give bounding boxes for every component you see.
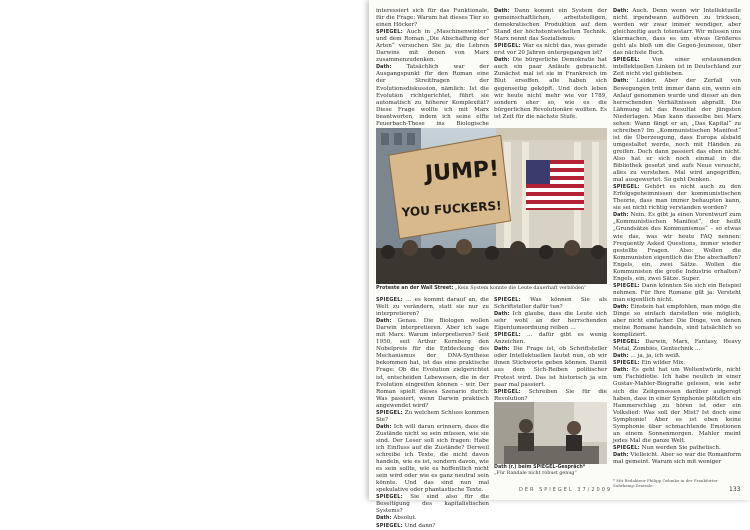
- magazine-issue: DER SPIEGEL 37/2009: [519, 487, 613, 493]
- paragraph-text: Es geht hat um Weltentwürfe, nicht um Fachidiotie. Ich habe neulich in einer Gustav-Mahler-Biografie gelesen, wie sehr sich die Zeitgenossen darüber aufgeregt haben, dass in einer Symphonie plötzlich ein Hammerschlag zu hören ist oder ein Volkslied: Was soll der Mist? Ist doch eine Symphonie! Aber es ist eben keine Symphonie über schmachtende Emotionen an einem Sonnenmorgen. Mahler meint jedes Mal die ganze Welt.: [613, 367, 741, 444]
- article-paragraph: [613, 304, 741, 339]
- paragraph-text: Darwin, Marx, Fantasy, Heavy Metal, Zombies, Gentechnik …: [613, 339, 742, 353]
- main-caption-text: „Kein System konnte die Leute dauerhaft verblöden“: [455, 285, 587, 291]
- american-flag: [526, 160, 584, 210]
- paragraph-text: Ein wilder Mix.: [641, 360, 686, 367]
- page-number: 133: [729, 486, 741, 493]
- article-paragraph: [613, 78, 741, 184]
- article-paragraph: [376, 410, 489, 424]
- speaker-label: SPIEGEL:: [376, 409, 403, 416]
- paragraph-text: Sie sind also für die Beseitigung des kapitalistischen Systems?: [376, 494, 490, 515]
- speaker-label: SPIEGEL:: [613, 57, 640, 64]
- page-footer: [369, 485, 750, 497]
- article-paragraph: [494, 346, 607, 388]
- speaker-label: SPIEGEL:: [376, 494, 403, 501]
- article-paragraph: [376, 297, 489, 318]
- paragraph-text: Einstein hat empfohlen, man möge die Dinge so einfach darstellen wie möglich, aber nicht einfacher. Die Dinge, von denen meine Romane handeln, sind tatsächlich so kompliziert.: [613, 303, 742, 339]
- speaker-label: SPIEGEL:: [376, 297, 403, 303]
- article-paragraph: [376, 515, 489, 522]
- protest-photo-illustration: [376, 128, 607, 284]
- article-paragraph: [613, 452, 741, 466]
- speaker-label: Dath:: [494, 57, 510, 64]
- speaker-label: Dath:: [613, 353, 629, 360]
- paragraph-text: War es nicht das, was gerade erst vor 20 Jahren untergegangen ist?: [494, 43, 607, 57]
- paragraph-text: Schreiben Sie für die Revolution?: [494, 388, 607, 402]
- paragraph-text: Nun werden Sie pathetisch.: [641, 444, 721, 451]
- speaker-label: SPIEGEL:: [613, 184, 640, 191]
- article-paragraph: [376, 29, 489, 64]
- article-column-1-top: [376, 8, 489, 126]
- article-paragraph: [613, 367, 741, 445]
- speaker-label: Dath:: [376, 318, 392, 325]
- speaker-label: SPIEGEL:: [376, 522, 403, 529]
- speaker-label: Dath:: [376, 423, 392, 430]
- speaker-label: Dath:: [613, 212, 629, 219]
- magazine-page: [369, 0, 750, 529]
- speaker-label: Dath:: [494, 346, 510, 353]
- article-paragraph: [494, 43, 607, 57]
- speaker-label: Dath:: [613, 367, 629, 374]
- speaker-label: SPIEGEL:: [613, 339, 640, 346]
- article-paragraph: [494, 297, 607, 311]
- speaker-label: Dath:: [613, 451, 629, 458]
- paragraph-text: Von einer erstaunenden intellektuellen Linken ist in Deutschland zur Zeit nicht viel geblieben.: [613, 57, 742, 78]
- paragraph-text: Tatsächlich war der Ausgangspunkt für den Roman eine der Streitfragen der Evolutionsdiskussion, nämlich: Ist die Evolution richtgerichtet, führt sie automatisch zu höherer Komplexität? Diese Frage wollte ich mit Marx beantworten, indem ich seine elfte Feuerbach-These ins Biologische: [376, 64, 489, 127]
- paragraph-text: Leider. Aber der Zerfall von Bewegungen tritt immer dann ein, wenn ein Anlauf genommen wurde und dieser an den herrschenden Verhältnissen abprallt. Die Lähmung ist das Resultat der jüngsten Niederlagen. Man kann dasselbe bei Marx sehen: Wann fängt er an, „Das Kapital“ zu schreiben? Im „Kommunistischen Manifest“ ist die Überzeugung, dass Europa alsbald umgestaltet werde, noch mit Händen zu greifen. Doch dann passiert das eben nicht. Also hat er sich noch einmal in die Bibliothek gesetzt und aufs Neue versucht, alles zu verstehen. Mal wird angegriffen, mal ausgewertet. So geht Denken.: [613, 78, 742, 184]
- paragraph-text: Auch in „Maschinenwinter“ und dem Roman „Die Abschaffung der Arten“ versuchen Sie ja, die Lehren Darwins mit denen von Marx zusammenzudenken.: [376, 29, 490, 64]
- article-paragraph: [494, 8, 607, 43]
- paragraph-text: Zu welchem Schluss kommen Sie?: [376, 409, 489, 423]
- speaker-label: SPIEGEL:: [613, 282, 640, 289]
- paragraph-text: Ich will daran erinnern, dass die Zustände nicht so sein müssen, wie sie sind. Der Leser soll sich fragen: Habe ich Einfluss auf die Zustände? Derweil schreibe ich Texte, die nicht davon handeln, wie es ist, sondern davon, wie es sein sollte, wie es hoffentlich nicht sein wird oder wie es ganz neutral sein könnte. Und das sind nun mal spekulative oder phantastische Texte.: [376, 423, 490, 494]
- article-paragraph: [494, 389, 607, 403]
- paragraph-text: Vielleicht. Aber so war die Romanform mal gemeint. Warum sich mit weniger: [613, 451, 741, 465]
- small-caption-label: Dath (r.) beim SPIEGEL-Gespräch*: [494, 465, 586, 470]
- article-paragraph: [613, 445, 741, 452]
- paragraph-text: Genau. Die Biologen wollen Darwin interpretieren. Aber ich sage mit Marx: Warum interpretieren? Seit 1950, seit Arthur Kornberg den Nobelpreis für die Entdeckung des Mechanismus der DNA-Synthese bekommen hat, ist das eine praktische Frage: Ob die Evolution zielgerichtet ist, entscheiden Lebewesen, die in der Evolution eingreifen können – wir. Der Roman spielt dieses Szenario durch: Was passiert, wenn Darwin praktisch angewendet wird?: [376, 318, 489, 409]
- article-paragraph: [494, 332, 607, 346]
- speaker-label: SPIEGEL:: [494, 388, 521, 395]
- speaker-label: SPIEGEL:: [494, 43, 521, 50]
- speaker-label: Dath:: [376, 64, 392, 71]
- paragraph-text: Nein. Es gibt ja einen Vorentwurf zum „Kommunistischen Manifest“, der heißt „Grundsätze des Kommunismus“ – so etwas wie das, was wir heute FAQ nennen: Frequently Asked Questions, immer wieder gestellte Fragen. Also: Wollen die Kommunisten eigentlich die Ehe abschaffen? Engels, ein, zwei Sätze. Wollen die Kommunisten die große Industrie erhalten? Engels, ein, zwei Sätze. Super.: [613, 212, 741, 282]
- paragraph-text: … es kommt darauf an, die Welt zu verändern, statt sie nur zu interpretieren?: [376, 297, 489, 318]
- wall-street-protest-photo: [376, 128, 607, 284]
- paragraph-text: Dann könnten Sie sich ein Beispiel nehmen. Für Ihre Romane gilt ja: Versteht man eigentlich nicht.: [613, 282, 741, 303]
- paragraph-text: … ja, ja, ich weiß.: [630, 353, 681, 360]
- article-paragraph: [613, 57, 741, 78]
- article-paragraph: [376, 523, 489, 530]
- speaker-label: SPIEGEL:: [494, 332, 521, 339]
- paragraph-text: Dann kommt ein System der gemeinschaftlichen, arbeitsteiligen, demokratischen Produktion auf dem Stand der höchstentwickelten Technik. Marx nennt das Sozialismus.: [494, 8, 607, 43]
- paragraph-text: Auch. Denn wenn wir Intellektuelle nicht irgendwann aufhören zu tricksen, werden wir zwar immer wendiger, aber gleichzeitig auch totenstarr. Wir müssen uns klarmachen, dass es um etwas Größeres geht als bloß um die Gegen-Jeunesse, über das nächste Buch.: [613, 8, 741, 57]
- interview-photo: [494, 402, 607, 464]
- speaker-label: Dath:: [613, 78, 629, 85]
- interview-photo-illustration: [494, 402, 607, 464]
- article-column-2-bottom: [494, 297, 608, 402]
- paragraph-text: … dafür gibt es wenig Anzeichen.: [494, 332, 608, 346]
- speaker-label: SPIEGEL:: [613, 360, 640, 367]
- speaker-label: Dath:: [613, 303, 629, 310]
- speaker-label: Dath:: [613, 8, 629, 14]
- footnote: * Mit Redakteur Philipp Oehmke in der Frankfurter Suhrkamp-Zentrale.: [613, 478, 718, 488]
- paragraph-text: Was können Sie als Schriftsteller dafür tun?: [494, 297, 607, 311]
- speaker-label: SPIEGEL:: [494, 297, 521, 303]
- article-paragraph: [613, 353, 741, 360]
- speaker-label: Dath:: [494, 311, 510, 318]
- sign-word: JUMP!: [424, 156, 500, 187]
- article-paragraph: [613, 184, 741, 212]
- sign-text: YOU FUCKERS!: [401, 198, 502, 220]
- speaker-label: SPIEGEL:: [376, 29, 403, 36]
- speaker-label: SPIEGEL:: [613, 444, 640, 451]
- speaker-label: Dath:: [494, 8, 510, 14]
- article-paragraph: [376, 8, 489, 29]
- article-paragraph: [613, 212, 741, 282]
- article-paragraph: [613, 8, 741, 57]
- paragraph-text: Absolut.: [393, 515, 417, 522]
- article-paragraph: [376, 494, 489, 515]
- article-paragraph: [613, 339, 741, 353]
- article-paragraph: [613, 360, 741, 367]
- main-photo-caption: [376, 285, 607, 291]
- paragraph-text: Und dann?: [404, 522, 436, 529]
- article-column-1-bottom: [376, 297, 490, 529]
- article-paragraph: [613, 283, 741, 304]
- article-paragraph: [494, 311, 607, 332]
- small-caption-text: „Für Randale nicht robust genug“: [494, 471, 577, 476]
- article-paragraph: [376, 424, 489, 494]
- paragraph-text: Die bürgerliche Demokratie hat auch ein paar Anläufe gebraucht. Zunächst mal ist sie in Frankreich im Blut ersoffen, alle haben sich gegenseitig geköpft. Und doch leben wir heute nicht mehr wie vor 1789, sondern eher so, wie es die bürgerlichen Revolutionäre wollten. Es ist Zeit für die nächste Stufe.: [494, 57, 607, 120]
- speaker-label: Dath:: [376, 515, 392, 522]
- article-column-3: [613, 8, 741, 478]
- main-caption-label: Proteste an der Wall Street:: [376, 285, 454, 291]
- article-paragraph: [376, 64, 489, 134]
- paragraph-text: Die Frage ist, ob Schriftsteller oder Intellektuellen lautet nun, ob wir ihnen Stichworte geben können. Damit aus dem Sich-Reiben politischer Protest wird. Das ist historisch ja ein paar mal passiert.: [494, 346, 608, 388]
- article-column-2-top: [494, 8, 607, 126]
- interview-photo-caption: [494, 465, 607, 477]
- paragraph-text: interessiert sich für das Funktionale, für die Frage: Warum hat dieses Tier so einen Höcker?: [376, 8, 489, 29]
- article-paragraph: [494, 57, 607, 120]
- paragraph-text: Ich glaube, dass die Leute sich sehr wohl an der herrschenden Eigentumsordnung reiben …: [494, 311, 608, 332]
- paragraph-text: Gehört es nicht auch zu den Erfolgsgeheimnissen der kommunistischen Theorie, dass man immer behaupten kann, sie sei nicht richtig verstanden worden?: [613, 184, 741, 212]
- article-paragraph: [376, 318, 489, 410]
